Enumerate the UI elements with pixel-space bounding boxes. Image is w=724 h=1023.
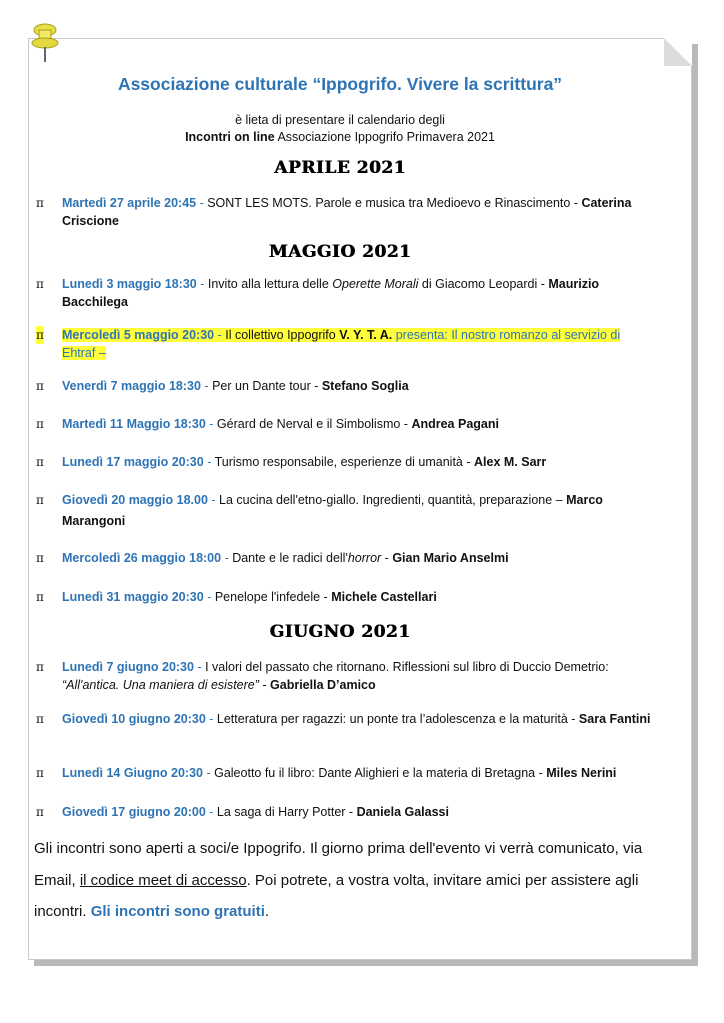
pi-bullet-icon: π (36, 417, 44, 431)
event-item (36, 710, 654, 728)
event-speaker: Maurizio Bacchilega (62, 277, 600, 309)
event-title: Penelope l'infedele - (214, 590, 332, 604)
footer-text-1: Gli incontri sono aperti a soci/e Ippogrifo. Il giorno prima dell'evento vi verrà comunicato, via Email, (34, 840, 643, 889)
event-speaker: Stefano Soglia (321, 379, 409, 393)
event-item (36, 549, 654, 567)
event-item (36, 453, 654, 471)
page-curl-corner (664, 38, 692, 66)
event-separator: - (196, 196, 208, 210)
event-title-italic: Operette Morali (332, 277, 419, 291)
pi-bullet-icon: π (36, 455, 44, 469)
event-title-cont: presenta: Il nostro romanzo al servizio di Ehtraf – (62, 328, 621, 360)
pushpin-icon (30, 22, 60, 64)
event-date: Giovedì 17 giugno 20:00 (62, 805, 206, 819)
event-separator: - (196, 277, 208, 291)
event-date: Giovedì 10 giugno 20:30 (62, 712, 206, 726)
event-date: Lunedì 17 maggio 20:30 (62, 455, 204, 469)
event-title: Galeotto fu il libro: Dante Alighieri e la materia di Bretagna - (214, 766, 547, 780)
event-title: La cucina dell'etno-giallo. Ingredienti, quantità, preparazione – (219, 493, 567, 507)
event-separator: - (203, 590, 215, 604)
event-speaker: Alex M. Sarr (474, 455, 547, 469)
event-title: Turismo responsabile, esperienze di umanità - (214, 455, 474, 469)
pi-bullet-icon: π (36, 493, 44, 507)
event-title: Gérard de Nerval e il Simbolismo - (216, 417, 412, 431)
event-collective-name: V. Y. T. A. (339, 328, 393, 342)
event-date: Lunedì 7 giugno 20:30 (62, 660, 194, 674)
event-date: Venerdì 7 maggio 18:30 (62, 379, 201, 393)
event-title-italic: “All'antica. Una maniera di esistere” (62, 678, 259, 692)
event-speaker: Michele Castellari (331, 590, 437, 604)
event-title: La saga di Harry Potter - (216, 805, 357, 819)
event-item (36, 194, 654, 230)
event-separator: - (205, 805, 217, 819)
free-events-text: Gli incontri sono gratuiti (90, 903, 265, 920)
pi-bullet-icon: π (36, 328, 44, 342)
event-title: Letteratura per ragazzi: un ponte tra l’adolescenza e la maturità - (216, 712, 579, 726)
pi-bullet-icon: π (36, 196, 44, 210)
footer-note (34, 833, 654, 928)
event-item (36, 658, 654, 694)
event-date: Martedì 11 Maggio 18:30 (62, 417, 206, 431)
event-date: Martedì 27 aprile 20:45 (62, 196, 197, 210)
event-date: Lunedì 3 maggio 18:30 (62, 277, 197, 291)
event-speaker: Andrea Pagani (411, 417, 499, 431)
event-speaker: Miles Nerini (546, 766, 617, 780)
event-separator: - (207, 493, 220, 507)
meet-code-text: il codice meet di accesso (79, 871, 247, 889)
event-title-italic: horror (347, 551, 382, 565)
event-title: SONT LES MOTS. Parole e musica tra Medioevo e Rinascimento - (207, 196, 582, 210)
event-item (36, 764, 654, 782)
event-item (36, 377, 654, 395)
event-date: Mercoledì 26 maggio 18:00 (62, 551, 222, 565)
event-separator: - (205, 712, 217, 726)
event-separator: - (193, 660, 206, 674)
pi-bullet-icon: π (36, 660, 44, 674)
event-item (36, 803, 654, 821)
event-date: Giovedì 20 maggio 18.00 (62, 493, 208, 507)
event-title: Dante e le radici dell' (232, 551, 348, 565)
event-separator: - (205, 417, 217, 431)
month-heading-june: GIUGNO 2021 (269, 622, 411, 642)
event-date: Lunedì 14 Giugno 20:30 (62, 766, 203, 780)
event-item (36, 490, 654, 532)
intro-text (30, 112, 650, 146)
event-title-cont: di Giacomo Leopardi - (418, 277, 549, 291)
footer-end: . (264, 903, 270, 920)
pi-bullet-icon: π (36, 379, 44, 393)
event-title: Invito alla lettura delle (207, 277, 333, 291)
month-heading-april: APRILE 2021 (274, 158, 406, 178)
event-separator: - (203, 766, 215, 780)
event-item (36, 275, 654, 311)
event-item (36, 588, 654, 606)
event-title-cont: - (381, 551, 393, 565)
event-speaker: Gian Mario Anselmi (392, 551, 509, 565)
intro-line-2 (30, 129, 650, 146)
month-heading-may: MAGGIO 2021 (268, 242, 412, 262)
event-speaker: Gabriella D’amico (270, 678, 376, 692)
pi-bullet-icon: π (36, 590, 44, 604)
event-separator: - (214, 328, 226, 342)
pi-bullet-icon: π (36, 766, 44, 780)
event-speaker: Caterina Criscione (62, 196, 632, 228)
event-title: I valori del passato che ritornano. Riflessioni sul libro di Duccio Demetrio: (205, 660, 609, 674)
page-title: Associazione culturale “Ippogrifo. Vivere la scrittura” (117, 74, 563, 94)
pi-bullet-icon: π (36, 805, 44, 819)
pi-bullet-icon: π (36, 277, 44, 291)
event-separator: - (200, 379, 213, 393)
intro-rest: Associazione Ippogrifo Primavera 2021 (274, 130, 495, 144)
intro-bold: Incontri on line (185, 130, 275, 144)
event-item-highlighted (36, 326, 654, 362)
event-speaker: Marco Marangoni (62, 493, 603, 528)
event-item (36, 415, 654, 433)
event-title: Per un Dante tour - (212, 379, 322, 393)
event-date: Lunedì 31 maggio 20:30 (62, 590, 204, 604)
event-title: Il collettivo Ippogrifo (225, 328, 340, 342)
event-separator: - (221, 551, 233, 565)
event-speaker: Sara Fantini (578, 712, 651, 726)
event-speaker: Daniela Galassi (356, 805, 449, 819)
event-title-cont: - (258, 678, 271, 692)
event-date: Mercoledì 5 maggio 20:30 (62, 328, 215, 342)
pi-bullet-icon: π (36, 551, 44, 565)
footer-text-2: . Poi potrete, a vostra volta, invitare amici per assistere agli incontri. (34, 871, 639, 920)
intro-line-1: è lieta di presentare il calendario degli (235, 113, 445, 127)
pi-bullet-icon: π (36, 712, 44, 726)
event-separator: - (203, 455, 215, 469)
